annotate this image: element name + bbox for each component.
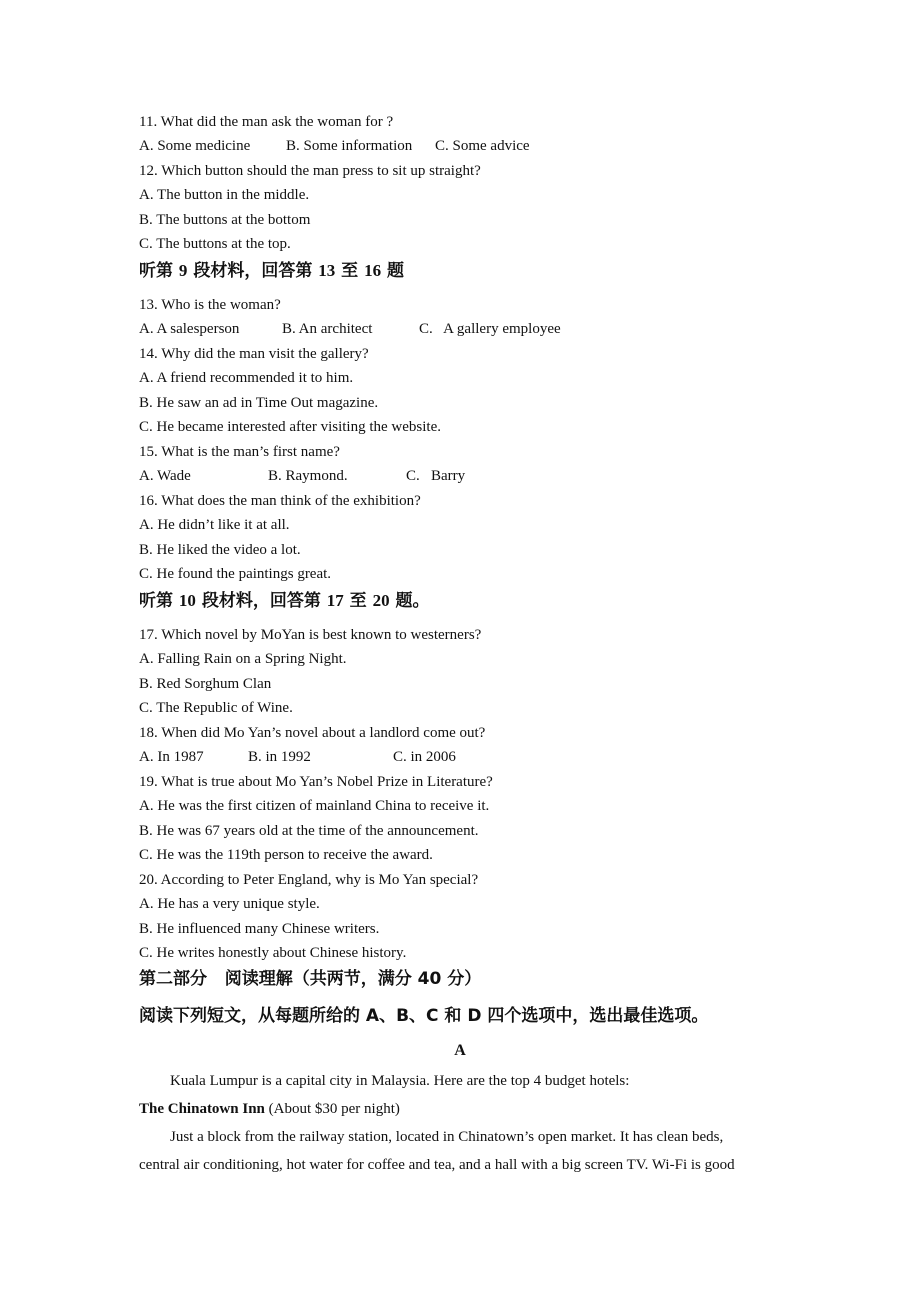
question-19-stem: 19. What is true about Mo Yan’s Nobel Prize in Literature? [139,774,493,790]
question-20-option-c: C. He writes honestly about Chinese history. [139,945,407,961]
heading-number: 9 [178,261,188,280]
question-15-stem: 15. What is the man’s first name? [139,444,340,460]
heading-text: 至 [343,591,373,611]
question-12-option-b: B. The buttons at the bottom [139,212,311,228]
question-20-stem: 20. According to Peter England, why is Mo Yan special? [139,872,479,888]
question-11-option-c: C. Some advice [435,138,530,154]
question-14-option-b: B. He saw an ad in Time Out magazine. [139,395,379,411]
part-2-title: 第二部分 阅读理解（共两节，满分 40 分） [139,969,482,989]
heading-text: 听第 [139,261,179,281]
question-14-option-c: C. He became interested after visiting the website. [139,419,441,435]
hotel-1-name: The Chinatown Inn [139,1101,265,1117]
question-19-option-c: C. He was the 119th person to receive the award. [139,847,433,863]
question-17-stem: 17. Which novel by MoYan is best known to westerners? [139,627,482,643]
question-16-option-c: C. He found the paintings great. [139,566,332,582]
question-15-option-a: A. Wade [139,468,191,484]
heading-text: 至 [335,261,365,281]
heading-text: 听第 [139,591,179,611]
question-16-stem: 16. What does the man think of the exhibition? [139,493,421,509]
question-15-option-b: B. Raymond. [268,468,348,484]
section-9-heading [139,260,404,282]
question-11-option-b: B. Some information [286,138,413,154]
question-18-stem: 18. When did Mo Yan’s novel about a landlord come out? [139,725,486,741]
hotel-1-description-line-1: Just a block from the railway station, located in Chinatown’s open market. It has clean beds, [170,1129,724,1145]
question-12-option-a: A. The button in the middle. [139,187,310,203]
question-13-option-b: B. An architect [282,321,373,337]
question-15-option-c: C. Barry [406,468,466,484]
part-2-instruction: 阅读下列短文，从每题所给的 A、B、C 和 D 四个选项中，选出最佳选项。 [139,1006,709,1026]
hotel-1-price: (About $30 per night) [264,1101,400,1117]
question-20-option-b: B. He influenced many Chinese writers. [139,921,380,937]
section-10-heading [139,590,430,612]
heading-text: 段材料，回答第 [187,261,319,281]
heading-text: 题。 [389,591,430,611]
question-14-stem: 14. Why did the man visit the gallery? [139,346,369,362]
question-12-stem: 12. Which button should the man press to sit up straight? [139,163,481,179]
passage-label: A [454,1042,466,1059]
hotel-1-header [139,1099,400,1119]
question-12-option-c: C. The buttons at the top. [139,236,291,252]
question-11-stem: 11. What did the man ask the woman for ? [139,114,394,130]
hotel-1-description-line-2: central air conditioning, hot water for coffee and tea, and a hall with a big screen TV. Wi-Fi is good [139,1157,735,1173]
question-16-option-a: A. He didn’t like it at all. [139,517,290,533]
question-17-option-a: A. Falling Rain on a Spring Night. [139,651,347,667]
question-18-option-a: A. In 1987 [139,749,204,765]
heading-number: 17 [326,591,344,610]
question-17-option-b: B. Red Sorghum Clan [139,676,272,692]
heading-number: 20 [372,591,390,610]
question-11-option-a: A. Some medicine [139,138,251,154]
question-19-option-a: A. He was the first citizen of mainland China to receive it. [139,798,490,814]
question-17-option-c: C. The Republic of Wine. [139,700,293,716]
heading-text: 题 [381,261,405,281]
question-20-option-a: A. He has a very unique style. [139,896,320,912]
question-19-option-b: B. He was 67 years old at the time of the announcement. [139,823,479,839]
heading-number: 13 [318,261,336,280]
question-18-option-c: C. in 2006 [393,749,456,765]
question-14-option-a: A. A friend recommended it to him. [139,370,354,386]
question-13-stem: 13. Who is the woman? [139,297,281,313]
heading-number: 10 [178,591,196,610]
question-13-option-a: A. A salesperson [139,321,240,337]
question-16-option-b: B. He liked the video a lot. [139,542,301,558]
heading-number: 16 [364,261,382,280]
heading-text: 段材料，回答第 [195,591,327,611]
question-13-option-c: C. A gallery employee [419,321,561,337]
question-18-option-b: B. in 1992 [248,749,311,765]
passage-intro: Kuala Lumpur is a capital city in Malaysia. Here are the top 4 budget hotels: [170,1073,630,1089]
